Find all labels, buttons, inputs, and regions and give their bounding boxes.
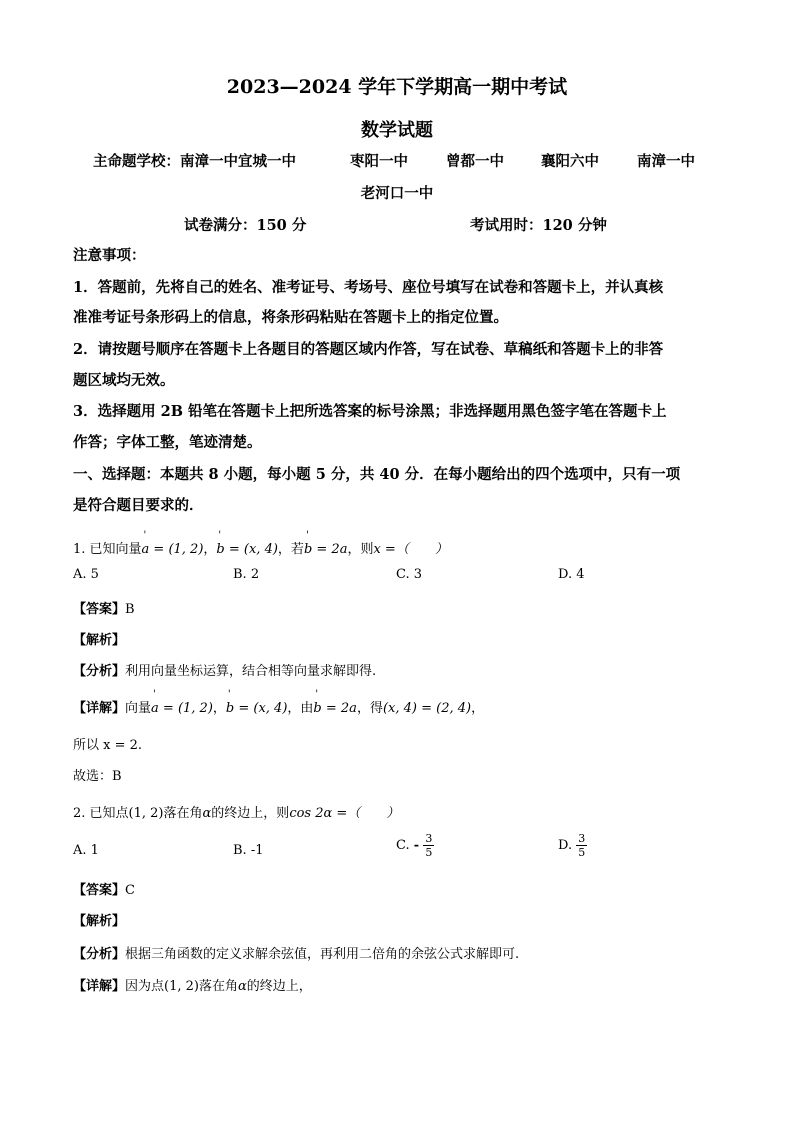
q1-option-d: D. 4 bbox=[558, 567, 585, 582]
exam-duration: 考试用时：120 分钟 bbox=[470, 217, 607, 234]
school-zengdu: 曾都一中 bbox=[446, 153, 504, 170]
question-1-stem: 1. 已知向量' a = (1, 2)，' b = (x, 4)，若' b = 2a，则x =（ ） bbox=[73, 538, 448, 557]
q1-option-c: C. 3 bbox=[396, 567, 423, 582]
q2-option-c: C. - $\frac{3}{5}$ bbox=[396, 832, 433, 859]
q1-pick: 故选：B bbox=[73, 769, 122, 784]
note-1-line-1: 1．答题前，先将自己的姓名、准考证号、考场号、座位号填写在试卷和答题卡上，并认真核 bbox=[73, 279, 664, 296]
q1-fenxi: 【分析】利用向量坐标运算，结合相等向量求解即得. bbox=[73, 664, 377, 679]
note-3-line-1: 3．选择题用 2B 铅笔在答题卡上把所选答案的标号涂黑；非选择题用黑色签字笔在答题卡上 bbox=[73, 403, 667, 420]
note-3-line-2: 作答；字体工整，笔迹清楚。 bbox=[73, 434, 262, 451]
q1-analysis-tag: 【解析】 bbox=[73, 633, 126, 648]
notes-heading: 注意事项： bbox=[73, 247, 146, 264]
q1-option-b: B. 2 bbox=[233, 567, 260, 582]
q1-conclusion: 所以 x = 2. bbox=[73, 738, 143, 753]
q1-xiangjie: 【详解】向量' a = (1, 2)，' b = (x, 4)，由' b = 2a，得(x, 4) = (2, 4)， bbox=[73, 697, 484, 716]
full-score: 试卷满分：150 分 bbox=[184, 217, 307, 234]
q2-xiangjie: 【详解】因为点(1, 2)落在角α的终边上， bbox=[73, 979, 312, 994]
exam-subtitle: 数学试题 bbox=[361, 120, 433, 141]
note-1-line-2: 准准考证号条形码上的信息，将条形码粘贴在答题卡上的指定位置。 bbox=[73, 309, 508, 326]
q1-option-a: A. 5 bbox=[73, 567, 99, 582]
section-1-line-2: 是符合题目要求的． bbox=[73, 497, 204, 514]
note-2-line-1: 2．请按题号顺序在答题卡上各题目的答题区域内作答，写在试卷、草稿纸和答题卡上的非答 bbox=[73, 341, 664, 358]
q2-option-b: B. -1 bbox=[233, 843, 264, 858]
q1-answer: 【答案】B bbox=[73, 602, 135, 617]
q2-option-d: D. $\frac{3}{5}$ bbox=[558, 832, 586, 859]
vector-a-def: ' a = (1, 2) bbox=[142, 542, 204, 557]
school-nanzhang: 南漳一中 bbox=[637, 153, 695, 170]
q2-analysis-tag: 【解析】 bbox=[73, 914, 126, 929]
q2-fenxi: 【分析】根据三角函数的定义求解余弦值，再利用二倍角的余弦公式求解即可. bbox=[73, 947, 520, 962]
schools-label: 主命题学校：南漳一中宜城一中 bbox=[93, 153, 296, 170]
q2-option-a: A. 1 bbox=[73, 843, 99, 858]
question-2-stem: 2. 已知点(1, 2)落在角α的终边上，则cos 2α =（ ） bbox=[73, 806, 400, 821]
exam-title: 2023—2024 学年下学期高一期中考试 bbox=[226, 76, 568, 98]
section-1-line-1: 一、选择题：本题共 8 小题，每小题 5 分，共 40 分．在每小题给出的四个选项中，只有一项 bbox=[73, 466, 681, 483]
q2-answer: 【答案】C bbox=[73, 883, 135, 898]
vector-b-def: ' b = (x, 4) bbox=[216, 542, 278, 557]
school-xiangyang: 襄阳六中 bbox=[541, 153, 599, 170]
school-zaoyang: 枣阳一中 bbox=[350, 153, 408, 170]
note-2-line-2: 题区域均无效。 bbox=[73, 372, 175, 389]
vector-condition: ' b = 2a bbox=[304, 542, 348, 557]
school-laohekou: 老河口一中 bbox=[360, 185, 434, 202]
